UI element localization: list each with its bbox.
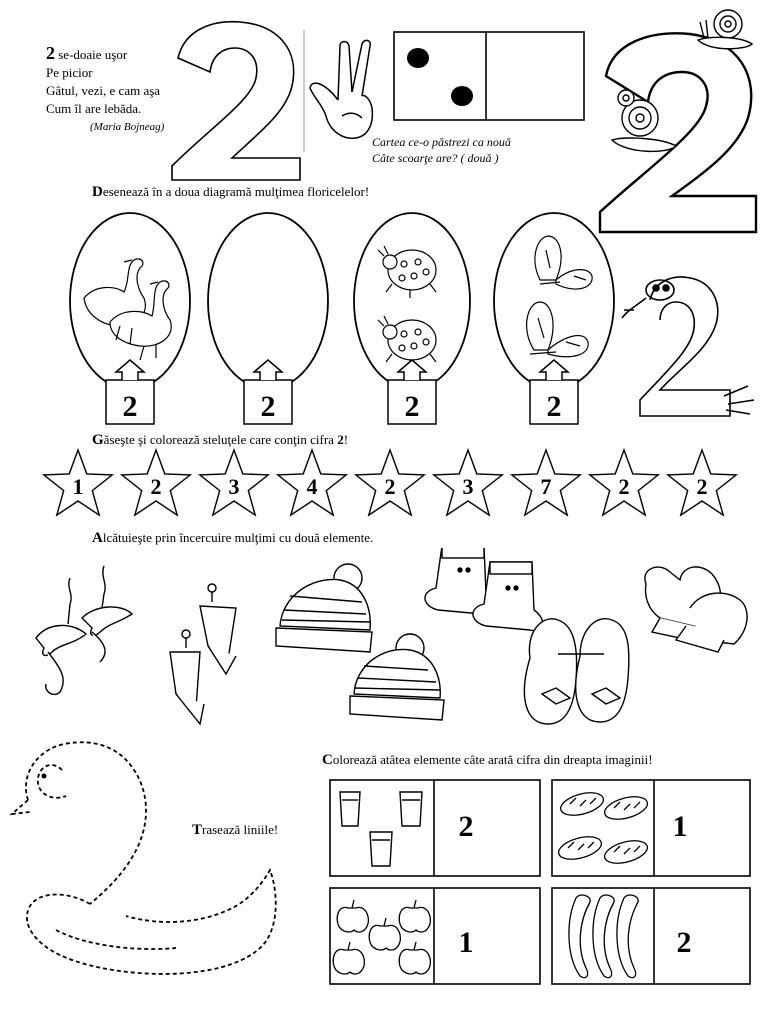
dolphin-earring-icon bbox=[36, 566, 132, 694]
poem-line-4: Cum îl are lebăda. bbox=[46, 101, 142, 116]
star-number: 7 bbox=[540, 474, 552, 499]
instruction-trace-cap: T bbox=[192, 822, 203, 838]
poem-author: (Maria Bojneag) bbox=[90, 121, 165, 133]
diagram-butterflies bbox=[494, 213, 614, 424]
mitten-icon bbox=[645, 567, 747, 652]
instruction-group bbox=[92, 530, 373, 547]
instruction-find bbox=[92, 432, 348, 449]
outlined-digit-two-icon bbox=[172, 22, 300, 180]
color-box-number: 2 bbox=[458, 810, 474, 843]
star-number: 2 bbox=[384, 474, 396, 499]
riddle-line-1: Cartea ce-o păstrezi ca nouă bbox=[372, 135, 511, 149]
riddle-line-2: Câte scoarţe are? ( două ) bbox=[372, 151, 499, 165]
color-box-bananas bbox=[552, 888, 750, 984]
poem-line-3: Gâtul, vezi, e cam aşa bbox=[46, 83, 161, 98]
instruction-trace-text: rasează liniile! bbox=[202, 822, 279, 837]
snake-digit-two-icon bbox=[622, 277, 754, 416]
diagram-label: 2 bbox=[404, 390, 420, 423]
instruction-find-number: 2 bbox=[337, 432, 344, 447]
diagram-ladybugs bbox=[354, 213, 470, 424]
diagram-label: 2 bbox=[260, 390, 276, 423]
knit-hat-icon bbox=[276, 564, 372, 652]
color-box-number: 1 bbox=[672, 810, 688, 843]
instruction-draw-text: esenează în a doua diagramă mulţimea floricelelor! bbox=[102, 184, 370, 199]
star-number: 2 bbox=[618, 474, 630, 499]
big-digit-two-icon bbox=[600, 33, 756, 232]
diagram-empty bbox=[208, 213, 328, 424]
star-number: 4 bbox=[306, 474, 318, 499]
instruction-find-text: ăseşte şi colorează steluţele care conţin cifra bbox=[103, 432, 338, 447]
grouping-objects bbox=[0, 548, 768, 738]
butterfly-icon bbox=[535, 236, 592, 289]
color-box-bread bbox=[552, 780, 750, 876]
star-number: 3 bbox=[228, 474, 240, 499]
star-number: 2 bbox=[150, 474, 162, 499]
abstract-earring-icon bbox=[170, 584, 236, 724]
instruction-color-text: olorează atâtea elemente câte arată cifra din dreapta imaginii! bbox=[332, 752, 653, 767]
color-box-apples bbox=[330, 888, 540, 984]
instruction-group-cap: A bbox=[92, 530, 103, 546]
two-fingers-hand-icon bbox=[310, 40, 372, 138]
diagram-label: 2 bbox=[546, 390, 562, 423]
riddle bbox=[372, 134, 511, 166]
color-box-glasses bbox=[330, 780, 540, 876]
instruction-find-end: ! bbox=[343, 432, 349, 447]
diagram-geese bbox=[70, 213, 190, 424]
instruction-group-text: lcătuieşte prin încercuire mulţimi cu două elemente. bbox=[102, 530, 374, 545]
diagram-label: 2 bbox=[122, 390, 138, 423]
star-number: 1 bbox=[72, 474, 84, 499]
star-number: 2 bbox=[696, 474, 708, 499]
shoe-icon bbox=[524, 619, 628, 724]
instruction-find-cap: G bbox=[92, 432, 104, 448]
poem-line-2: Pe picior bbox=[46, 65, 93, 80]
set-diagrams bbox=[0, 210, 768, 435]
top-illustrations bbox=[0, 0, 768, 240]
instruction-draw bbox=[92, 184, 369, 201]
instruction-color bbox=[322, 752, 653, 769]
ladybug-icon bbox=[378, 246, 436, 298]
star-number: 3 bbox=[462, 474, 474, 499]
snail-icon bbox=[698, 10, 752, 49]
book-cover-dots bbox=[394, 32, 584, 120]
color-boxes bbox=[0, 770, 768, 1024]
banana-icon bbox=[569, 895, 638, 978]
goose-icon bbox=[84, 259, 171, 360]
ladybug-icon bbox=[378, 316, 436, 368]
poem-number: 2 bbox=[46, 43, 55, 63]
color-box-number: 2 bbox=[676, 926, 692, 959]
butterfly-icon bbox=[527, 302, 589, 357]
color-box-number: 1 bbox=[458, 926, 474, 959]
instruction-color-cap: C bbox=[322, 752, 333, 768]
instruction-draw-cap: D bbox=[92, 184, 103, 200]
poem-line-1: se-doaie uşor bbox=[55, 47, 128, 62]
stars-row bbox=[0, 448, 768, 520]
